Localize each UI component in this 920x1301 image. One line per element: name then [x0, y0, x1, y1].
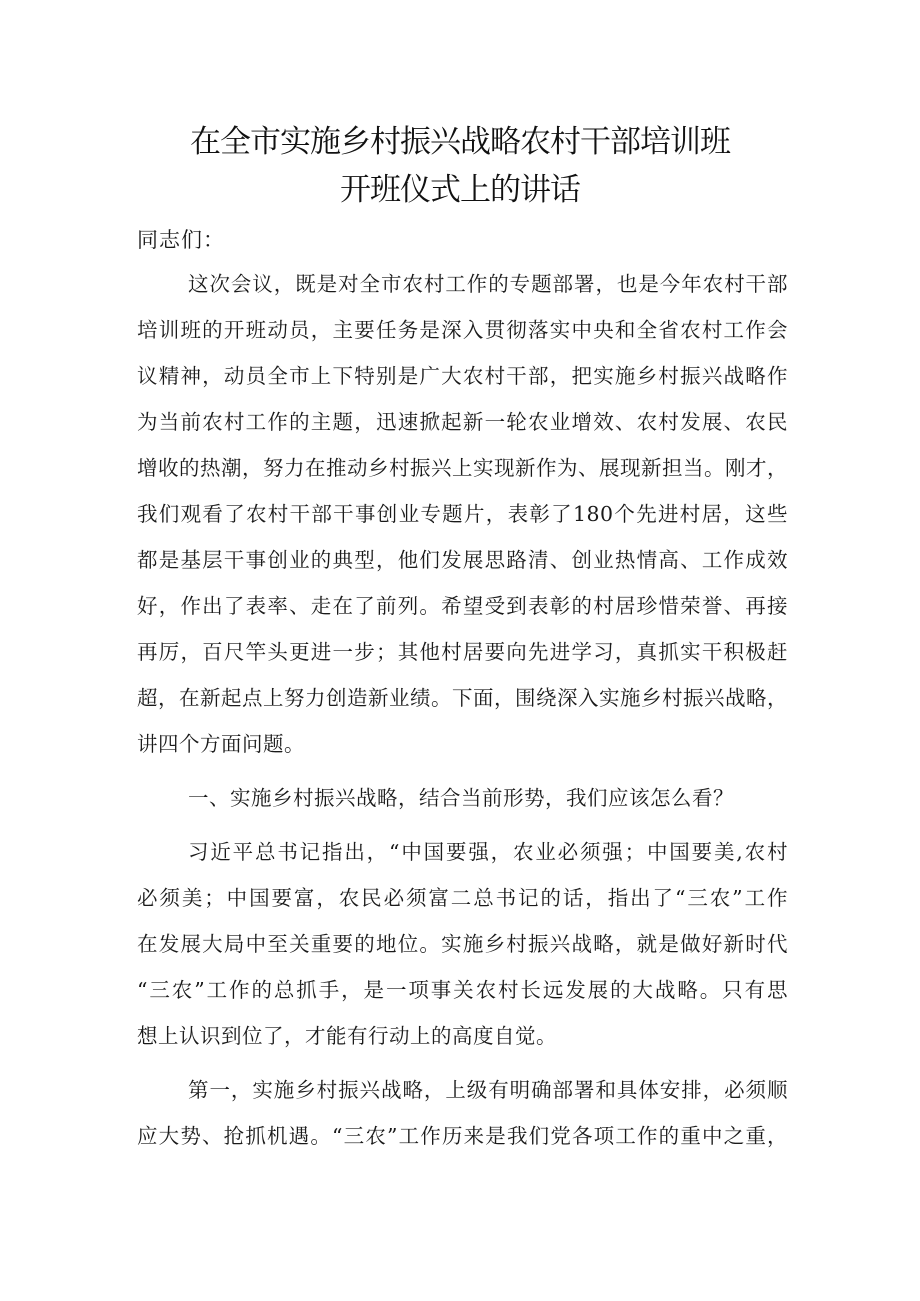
body-line: 再厉，百尺竿头更进一步；其他村居要向先进学习，真抓实干积极赶 [137, 640, 788, 664]
body-line: “三农”工作的总抓手，是一项事关农村长远发展的大战略。只有思 [137, 978, 788, 1002]
body-line: 在发展大局中至关重要的地位。实施乡村振兴战略，就是做好新时代 [137, 932, 788, 956]
body-line: 增收的热潮，努力在推动乡村振兴上实现新作为、展现新担当。刚才， [137, 456, 788, 480]
section-heading: 一、实施乡村振兴战略，结合当前形势，我们应该怎么看？ [188, 786, 734, 810]
body-line: 好，作出了表率、走在了前列。希望受到表彰的村居珍惜荣誉、再接 [137, 594, 788, 618]
document-title-line-2: 开班仪式上的讲话 [340, 172, 580, 208]
body-line: 想上认识到位了，才能有行动上的高度自觉。 [137, 1024, 557, 1048]
body-line: 第一，实施乡村振兴战略，上级有明确部署和具体安排，必须顺 [188, 1078, 788, 1102]
body-line: 培训班的开班动员，主要任务是深入贯彻落实中央和全省农村工作会 [137, 318, 788, 342]
body-line: 讲四个方面问题。 [137, 732, 305, 756]
body-line: 必须美；中国要富，农民必须富二总书记的话，指出了“三农”工作 [137, 886, 788, 910]
body-line: 应大势、抢抓机遇。“三农”工作历来是我们党各项工作的重中之重， [137, 1124, 788, 1148]
body-line: 这次会议，既是对全市农村工作的专题部署，也是今年农村干部 [188, 272, 788, 296]
body-line: 都是基层干事创业的典型，他们发展思路清、创业热情高、工作成效 [137, 548, 788, 572]
body-line: 超，在新起点上努力创造新业绩。下面，围绕深入实施乡村振兴战略， [137, 686, 788, 710]
salutation: 同志们： [137, 228, 225, 252]
body-line: 我们观看了农村干部干事创业专题片，表彰了180个先进村居，这些 [137, 502, 788, 526]
body-line: 为当前农村工作的主题，迅速掀起新一轮农业增效、农村发展、农民 [137, 410, 788, 434]
document-title-line-1: 在全市实施乡村振兴战略农村干部培训班 [190, 124, 730, 160]
body-line: 习近平总书记指出，“中国要强，农业必须强；中国要美,农村 [188, 840, 788, 864]
body-line: 议精神，动员全市上下特别是广大农村干部，把实施乡村振兴战略作 [137, 364, 788, 388]
